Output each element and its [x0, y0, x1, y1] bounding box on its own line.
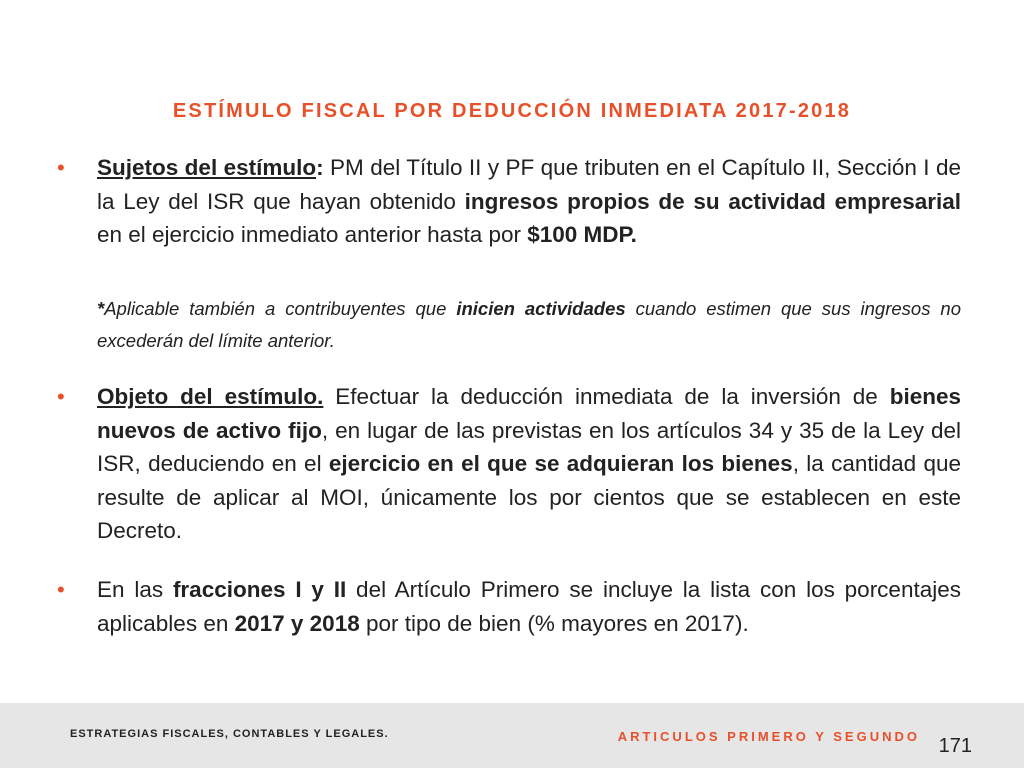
- text-segment: en el ejercicio inmediato anterior hasta por: [97, 222, 528, 247]
- slide-title: ESTÍMULO FISCAL POR DEDUCCIÓN INMEDIATA 2017-2018: [172, 100, 852, 122]
- bold-segment: bienes nuevos de activo fijo: [97, 384, 961, 443]
- footer-bar: [0, 703, 1024, 768]
- text-segment: , la cantidad que resulte de aplicar al MOI, únicamente los por cientos que se establecen en este Decreto.: [97, 451, 961, 543]
- label-colon: :: [316, 155, 324, 180]
- text-segment: , en lugar de las previstas en los artículos 34 y 35 de la Ley del ISR, deduciendo en el: [97, 417, 961, 476]
- note-asterisk: *: [97, 298, 105, 319]
- text-segment: En las: [97, 577, 173, 602]
- footer-section: ARTICULOS PRIMERO Y SEGUNDO: [617, 729, 920, 744]
- page-number: 171: [938, 735, 972, 757]
- bullet-sujetos: [97, 151, 961, 252]
- bold-segment: ingresos propios de su actividad empresarial: [464, 188, 961, 214]
- bold-segment: ejercicio en el que se adquieran los bienes: [328, 451, 793, 476]
- bold-segment: 2017 y 2018: [234, 610, 360, 636]
- text-segment: Efectuar la deducción inmediata de la inversión de: [323, 384, 890, 409]
- note-aplicable: [97, 293, 961, 357]
- bold-segment: inicien actividades: [456, 298, 626, 319]
- bullet-label: Sujetos del estímulo: [97, 155, 317, 180]
- text-segment: por tipo de bien (% mayores en 2017).: [359, 610, 749, 636]
- text-segment: del Artículo Primero se incluye la lista con los porcentajes aplicables en: [97, 577, 961, 636]
- text-segment: Aplicable también a contribuyentes que: [104, 298, 457, 319]
- text-segment: cuando estimen que sus ingresos no excederán del límite anterior.: [97, 298, 961, 351]
- bullet-objeto: [97, 380, 961, 548]
- footer-brand: ESTRATEGIAS FISCALES, CONTABLES Y LEGALES.: [70, 728, 389, 740]
- bold-segment: $100 MDP.: [527, 222, 637, 247]
- bold-segment: fracciones I y II: [172, 577, 347, 602]
- text-segment: PM del Título II y PF que tributen en el Capítulo II, Sección I de la Ley del ISR que hayan obtenido: [97, 155, 962, 214]
- bullet-label: Objeto del estímulo.: [97, 384, 324, 409]
- bullet-fracciones: [97, 573, 961, 640]
